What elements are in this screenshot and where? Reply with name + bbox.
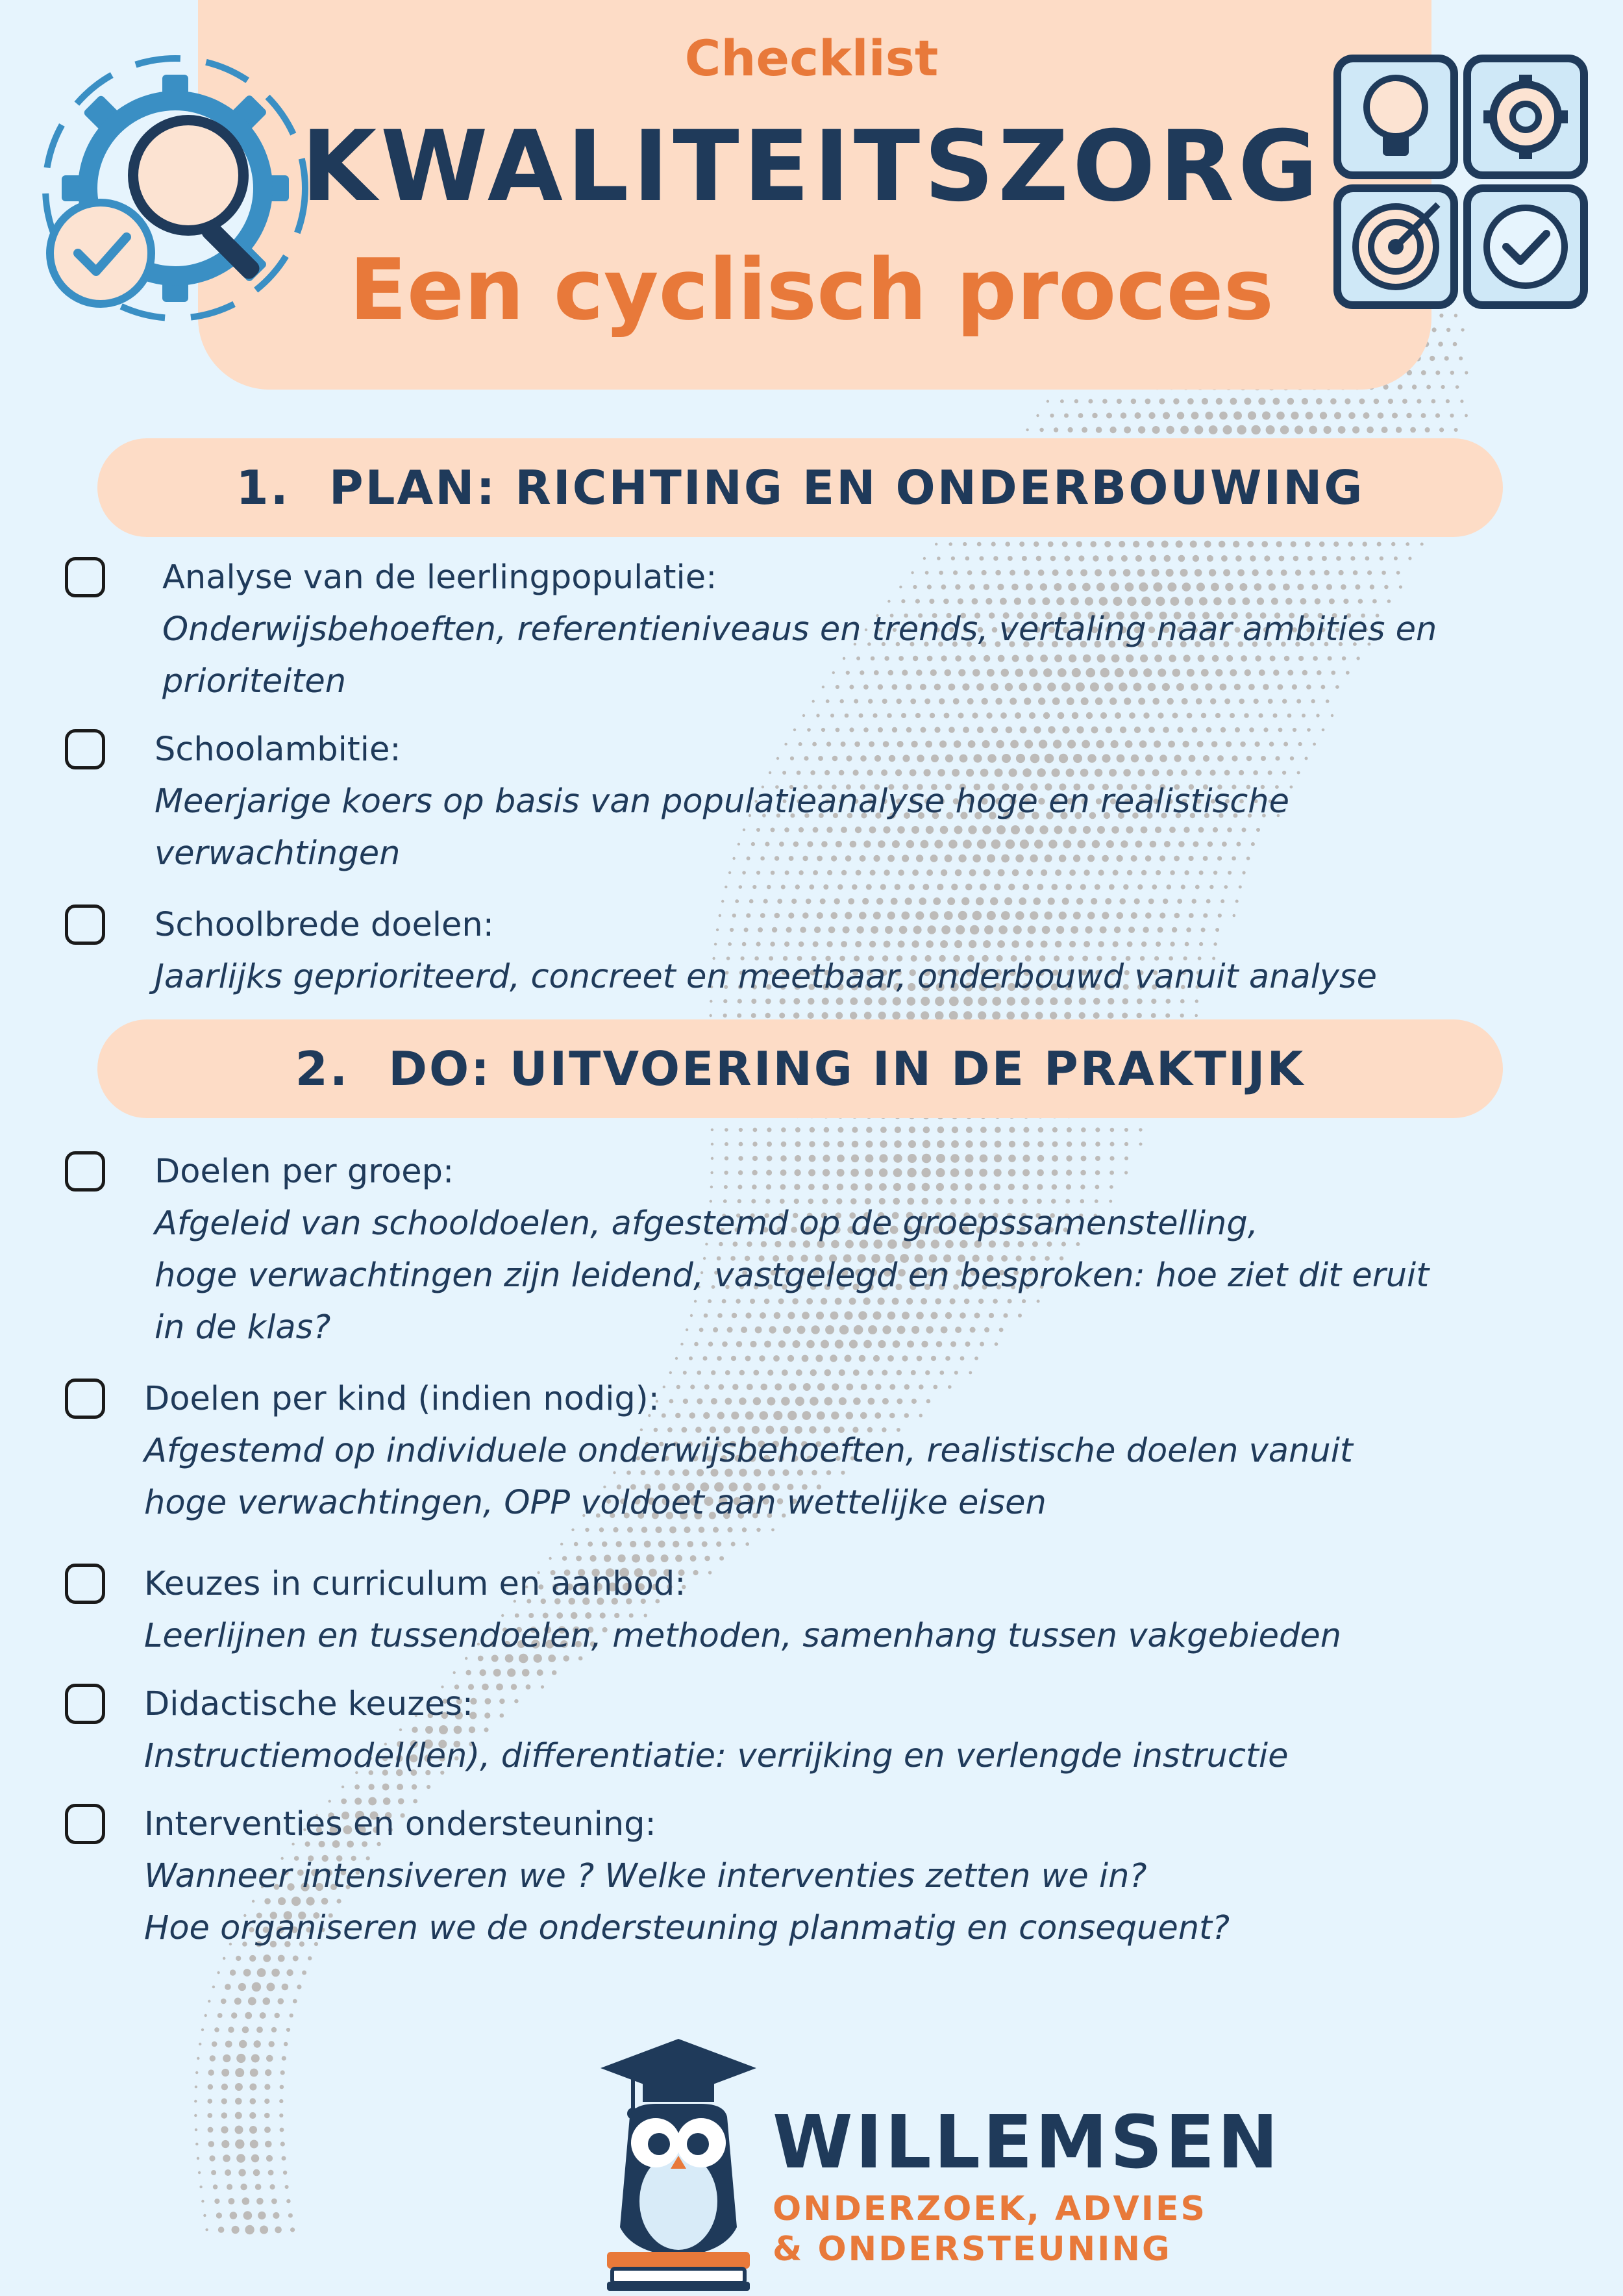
section-plan-header — [97, 438, 1503, 537]
section-title: DO: UITVOERING IN DE PRAKTIJK — [388, 1042, 1306, 1096]
checklist-item — [65, 1799, 1493, 1954]
magnifier-gear-check-icon — [26, 39, 325, 338]
item-description-line: Jaarlijks geprioriteerd, concreet en meetbaar, onderbouwd vanuit analyse — [155, 958, 1377, 996]
header-kicker: Checklist — [684, 29, 939, 87]
checklist-item — [65, 724, 1493, 880]
checkbox[interactable] — [65, 557, 105, 597]
brand-tagline: & ONDERSTEUNING — [773, 2230, 1172, 2269]
item-description-line: verwachtingen — [155, 834, 401, 873]
page-subtitle: Een cyclisch proces — [349, 240, 1274, 339]
item-label: Keuzes in curriculum en aanbod: — [144, 1565, 686, 1603]
item-description-line: Hoe organiseren we de ondersteuning planmatig en consequent? — [144, 1909, 1230, 1947]
item-label: Schoolambitie: — [155, 730, 401, 769]
section-do-header — [97, 1019, 1503, 1118]
item-description-line: Leerlijnen en tussendoelen, methoden, samenhang tussen vakgebieden — [144, 1617, 1342, 1655]
checkbox[interactable] — [65, 905, 105, 945]
item-label: Doelen per groep: — [155, 1153, 454, 1191]
item-label: Schoolbrede doelen: — [155, 906, 494, 944]
checkbox[interactable] — [65, 1684, 105, 1724]
item-description-line: Onderwijsbehoeften, referentieniveaus en trends, vertaling naar ambities en — [162, 610, 1437, 649]
checklist-item — [65, 1373, 1493, 1529]
item-description-line: Afgeleid van schooldoelen, afgestemd op de groepssamenstelling, — [155, 1204, 1258, 1243]
item-label: Analyse van de leerlingpopulatie: — [162, 558, 717, 597]
brand-tagline: ONDERZOEK, ADVIES — [773, 2190, 1208, 2228]
section-number: 1. — [236, 460, 290, 515]
checkbox[interactable] — [65, 729, 105, 769]
item-description-line: prioriteiten — [162, 662, 347, 701]
item-description-line: Afgestemd op individuele onderwijsbehoeften, realistische doelen vanuit — [144, 1432, 1353, 1470]
item-description-line: Instructiemodel(len), differentiatie: verrijking en verlengde instructie — [144, 1737, 1289, 1775]
checklist-item — [65, 1678, 1493, 1782]
checkbox[interactable] — [65, 1379, 105, 1419]
item-label: Didactische keuzes: — [144, 1685, 474, 1723]
item-description-line: in de klas? — [155, 1308, 331, 1347]
checkbox[interactable] — [65, 1151, 105, 1192]
item-description-line: Wanneer intensiveren we ? Welke interventies zetten we in? — [144, 1857, 1147, 1895]
checklist-item — [65, 899, 1493, 1003]
item-description-line: Meerjarige koers op basis van populatieanalyse hoge en realistische — [155, 782, 1289, 821]
section-number: 2. — [295, 1042, 350, 1096]
owl-graduate-logo — [594, 2032, 763, 2292]
item-label: Doelen per kind (indien nodig): — [144, 1380, 660, 1418]
checklist-item — [65, 1146, 1493, 1354]
checklist-item — [65, 552, 1493, 708]
item-label: Interventies en ondersteuning: — [144, 1805, 656, 1843]
item-description-line: hoge verwachtingen, OPP voldoet aan wettelijke eisen — [144, 1484, 1047, 1522]
checkbox[interactable] — [65, 1564, 105, 1604]
section-title: PLAN: RICHTING EN ONDERBOUWING — [328, 460, 1365, 515]
page-title: KWALITEITSZORG — [301, 110, 1322, 223]
brand-name: WILLEMSEN — [773, 2101, 1281, 2185]
item-description-line: hoge verwachtingen zijn leidend, vastgelegd en besproken: hoe ziet dit eruit — [155, 1256, 1430, 1295]
quality-cycle-grid-icon — [1324, 45, 1597, 318]
checkbox[interactable] — [65, 1804, 105, 1844]
brand-block — [773, 2101, 1281, 2269]
checklist-item — [65, 1558, 1493, 1662]
